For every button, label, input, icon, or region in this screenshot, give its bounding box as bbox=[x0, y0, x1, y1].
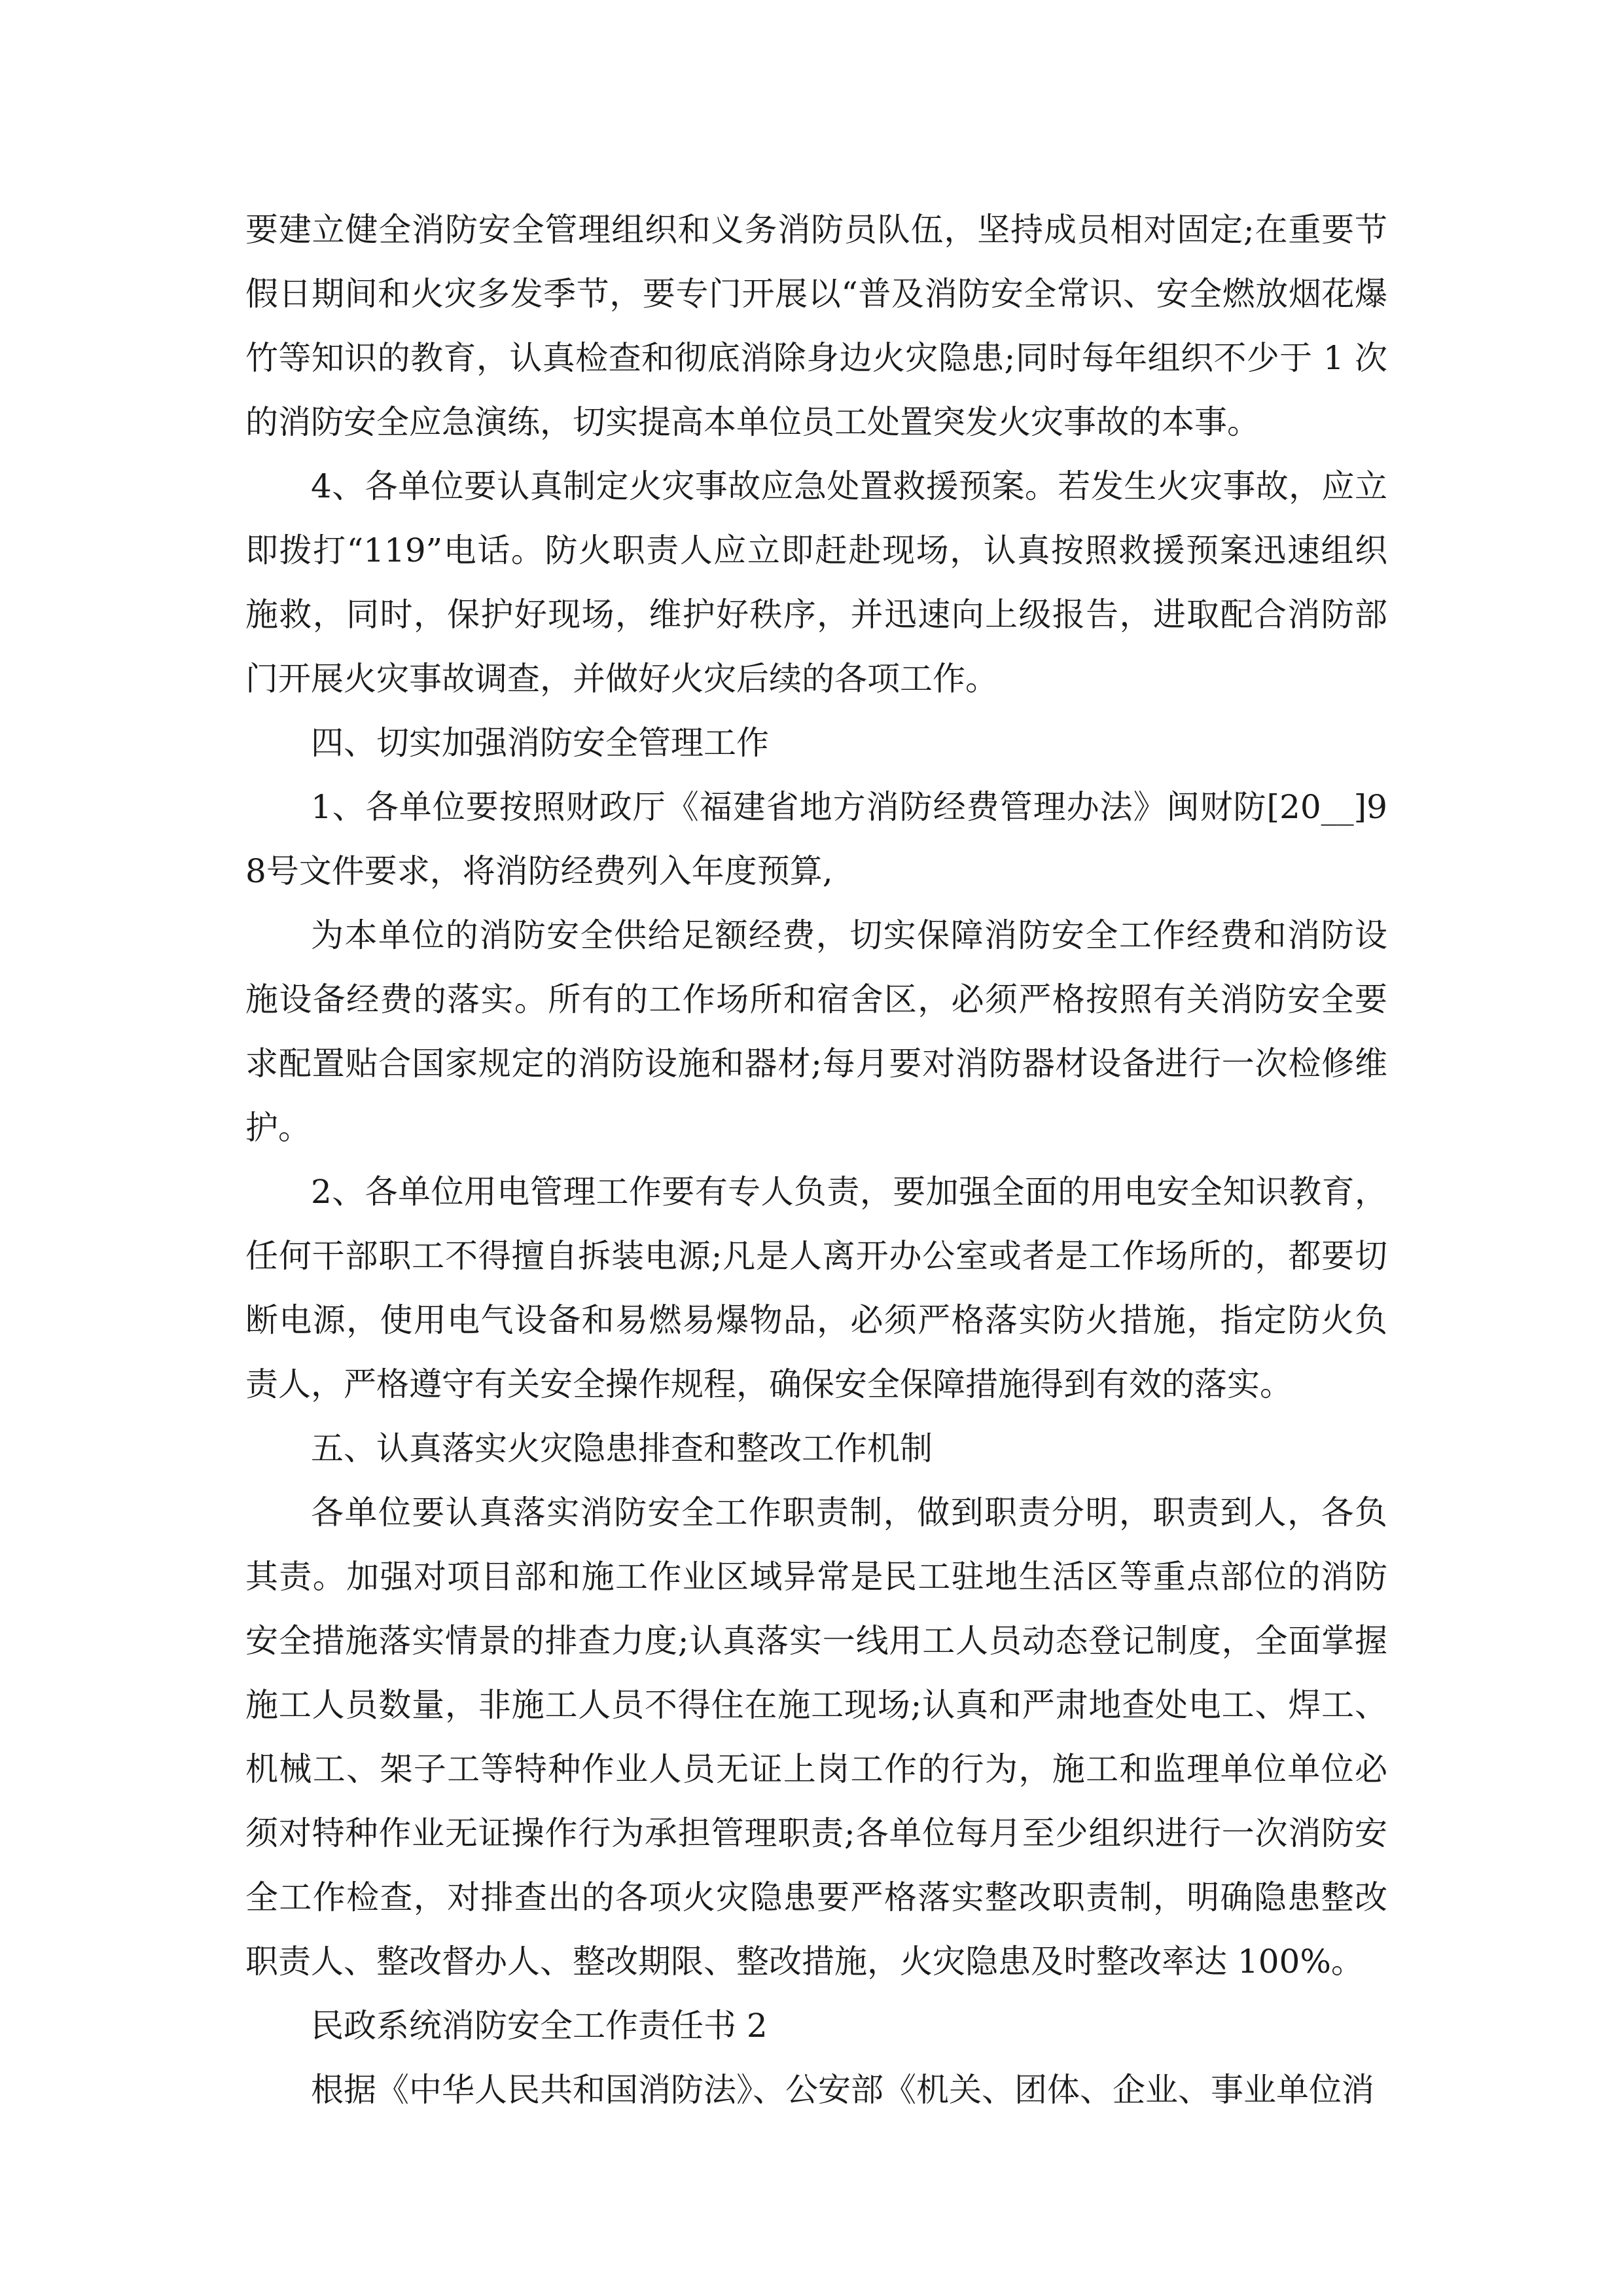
section-heading-4: 四、切实加强消防安全管理工作 bbox=[311, 724, 769, 762]
paragraph-fund-supply: 为本单位的消防安全供给足额经费，切实保障消防安全工作经费和消防设施设备经费的落实。所有的工作场所和宿舍区，必须严格按照有关消防安全要求配置贴合国家规定的消防设施和器材;每月要对消防器材设备进行一次检修维护。 bbox=[245, 916, 1387, 1147]
paragraph-legal-basis: 根据《中华人民共和国消防法》、公安部《机关、团体、企业、事业单位消 bbox=[311, 2071, 1374, 2109]
document-body bbox=[245, 198, 1387, 2122]
paragraph-fund-budget: 1、各单位要按照财政厅《福建省地方消防经费管理办法》闽财防[20__]98号文件要求，将消防经费列入年度预算, bbox=[245, 788, 1387, 890]
paragraph-fire-team: 要建立健全消防安全管理组织和义务消防员队伍，坚持成员相对固定;在重要节假日期间和火灾多发季节，要专门开展以“普及消防安全常识、安全燃放烟花爆竹等知识的教育，认真检查和彻底消除身边火灾隐患;同时每年组织不少于 1 次的消防安全应急演练，切实提高本单位员工处置突发火灾事故的本事。 bbox=[245, 211, 1387, 441]
paragraph-emergency-plan: 4、各单位要认真制定火灾事故应急处置救援预案。若发生火灾事故，应立即拨打“119”电话。防火职责人应立即赶赴现场，认真按照救援预案迅速组织施救，同时，保护好现场，维护好秩序，并迅速向上级报告，进取配合消防部门开展火灾事故调查，并做好火灾后续的各项工作。 bbox=[245, 467, 1387, 698]
section-heading-5: 五、认真落实火灾隐患排查和整改工作机制 bbox=[311, 1429, 933, 1467]
document-subtitle: 民政系统消防安全工作责任书 2 bbox=[311, 2007, 768, 2045]
paragraph-hazard-inspection: 各单位要认真落实消防安全工作职责制，做到职责分明，职责到人，各负其责。加强对项目部和施工作业区域异常是民工驻地生活区等重点部位的消防安全措施落实情景的排查力度;认真落实一线用工人员动态登记制度，全面掌握施工人员数量，非施工人员不得住在施工现场;认真和严肃地查处电工、焊工、机械工、架子工等特种作业人员无证上岗工作的行为，施工和监理单位单位必须对特种作业无证操作行为承担管理职责;各单位每月至少组织进行一次消防安全工作检查，对排查出的各项火灾隐患要严格落实整改职责制，明确隐患整改职责人、整改督办人、整改期限、整改措施，火灾隐患及时整改率达 100%。 bbox=[245, 1494, 1387, 1981]
paragraph-electric-safety: 2、各单位用电管理工作要有专人负责，要加强全面的用电安全知识教育，任何干部职工不得擅自拆装电源;凡是人离开办公室或者是工作场所的，都要切断电源，使用电气设备和易燃易爆物品，必须严格落实防火措施，指定防火负责人，严格遵守有关安全操作规程，确保安全保障措施得到有效的落实。 bbox=[245, 1173, 1387, 1403]
